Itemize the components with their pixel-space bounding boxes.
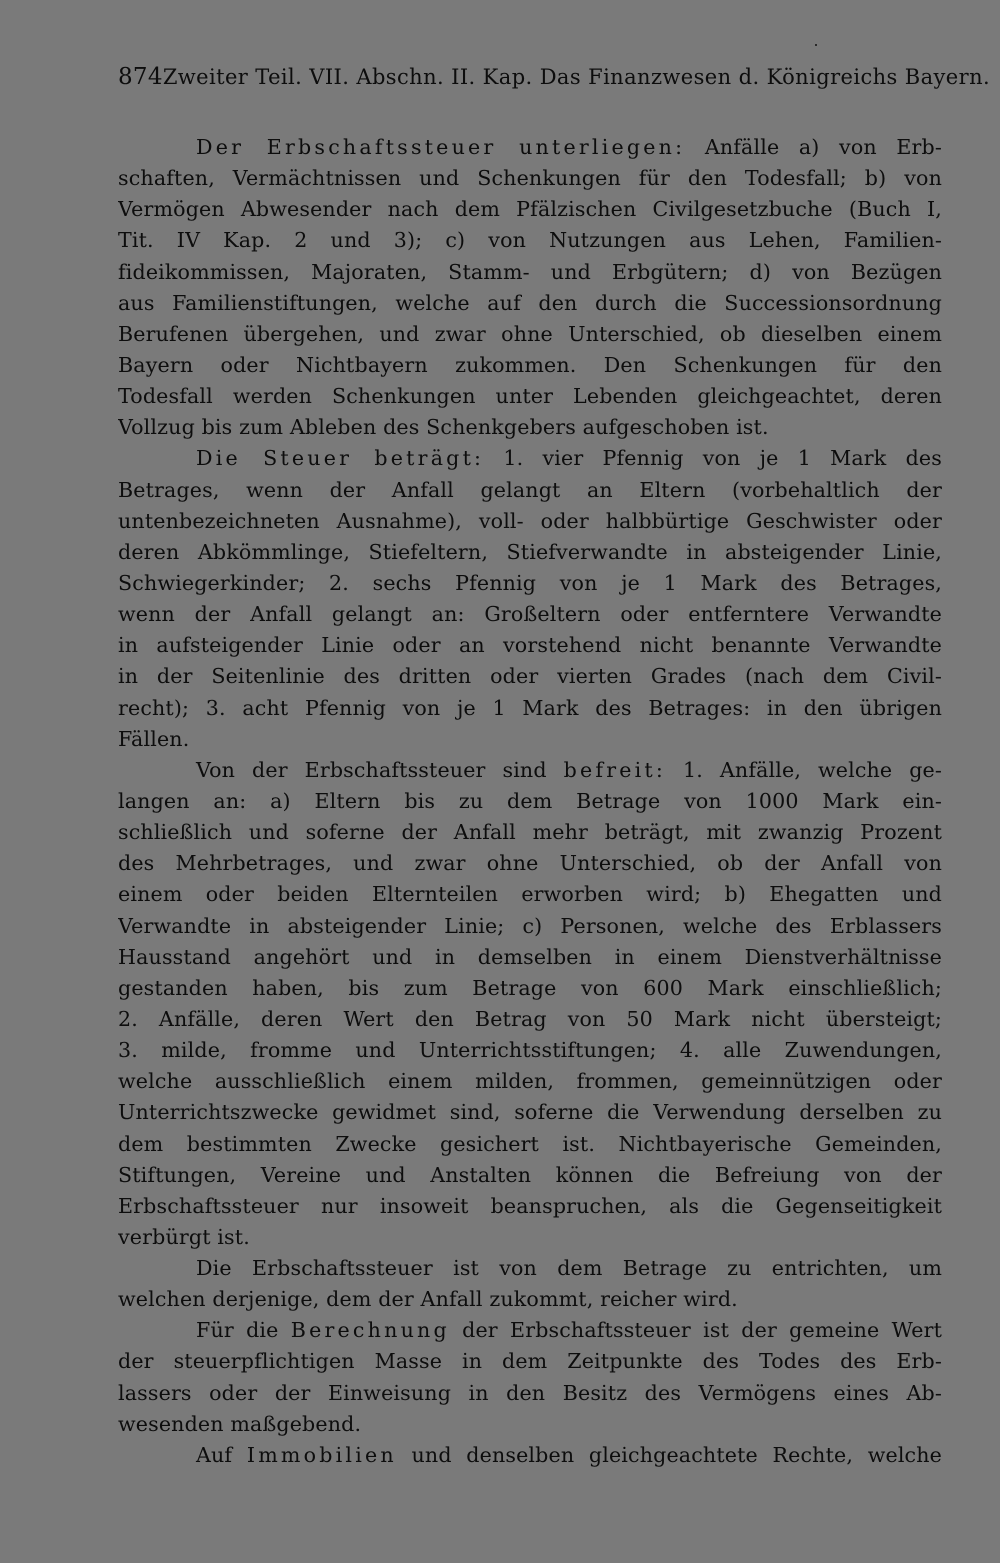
text-line: welche ausschließlich einem milden, frommen, gemeinnützigen oder [118,1069,942,1094]
text-line: aus Familienstiftungen, welche auf den durch die Successionsordnung [118,290,942,315]
text-line: Todesfall werden Schenkungen unter Lebenden gleichgeachtet, deren [118,384,942,409]
text-line: Verwandte in absteigender Linie; c) Personen, welche des Erblassers [118,913,942,938]
text-line: verbürgt ist. [118,1224,250,1249]
text-line: Bayern oder Nichtbayern zukommen. Den Schenkungen für den [118,352,942,377]
text-line: lassers oder der Einweisung in den Besitz des Vermögens eines Ab- [118,1380,942,1405]
text-line: in der Seitenlinie des dritten oder vierten Grades (nach dem Civil- [118,664,942,689]
text-line: Der Erbschaftssteuer unterliegen: Anfälle a) von Erb- [196,135,942,159]
text-line: Die Steuer beträgt: 1. vier Pfennig von je 1 Mark des [196,446,942,471]
text-line: einem oder beiden Elternteilen erworben wird; b) Ehegatten und [118,882,942,907]
scan-speck [815,44,817,46]
text-line: Unterrichtszwecke gewidmet sind, soferne die Verwendung derselben zu [118,1100,942,1125]
text-line: in aufsteigender Linie oder an vorstehend nicht benannte Verwandte [118,633,942,658]
page-header [118,64,991,104]
running-title: Zweiter Teil. VII. Abschn. II. Kap. Das Finanzwesen d. Königreichs Bayern. [162,65,991,89]
text-line: recht); 3. acht Pfennig von je 1 Mark des Betrages: in den übrigen [118,695,942,720]
text-line: 3. milde, fromme und Unterrichtsstiftungen; 4. alle Zuwendungen, [118,1038,942,1063]
text-line: wesenden maßgebend. [118,1411,362,1436]
text-line: gestanden haben, bis zum Betrage von 600 Mark einschließlich; [118,975,942,1000]
emphasized-phrase: Die Steuer beträgt: [196,446,485,471]
text-line: fideikommissen, Majoraten, Stamm- und Erbgütern; d) von Bezügen [118,259,942,284]
text-line: Betrages, wenn der Anfall gelangt an Eltern (vorbehaltlich der [118,477,942,502]
text-line: Hausstand angehört und in demselben in einem Dienstverhältnisse [118,944,942,969]
emphasized-phrase: Immobilien [246,1442,397,1467]
text-line: untenbezeichneten Ausnahme), voll- oder halbbürtige Geschwister oder [118,508,942,533]
text-line: Schwiegerkinder; 2. sechs Pfennig von je 1 Mark des Betrages, [118,570,942,595]
emphasized-phrase: Berechnung [290,1318,450,1343]
text-line: Vollzug bis zum Ableben des Schenkgebers aufgeschoben ist. [118,415,769,440]
page-body [118,132,942,1471]
text-line: der steuerpflichtigen Masse in dem Zeitpunkte des Todes des Erb- [118,1349,942,1374]
text-line: Die Erbschaftssteuer ist von dem Betrage zu entrichten, um [196,1256,942,1281]
page-number: 874 [118,64,163,90]
text-line: schaften, Vermächtnissen und Schenkungen für den Todesfall; b) von [118,166,942,191]
text-line: welchen derjenige, dem der Anfall zukommt, reicher wird. [118,1287,738,1312]
text-line: Fällen. [118,726,190,751]
text-line: deren Abkömmlinge, Stiefeltern, Stiefverwandte in absteigender Linie, [118,539,942,564]
text-line: langen an: a) Eltern bis zu dem Betrage von 1000 Mark ein- [118,788,942,813]
text-line: Erbschaftssteuer nur insoweit beanspruchen, als die Gegenseitigkeit [118,1193,942,1218]
emphasized-phrase: befreit: [563,757,667,782]
text-line: Für die Berechnung der Erbschaftssteuer ist der gemeine Wert [196,1318,942,1343]
text-line: Tit. IV Kap. 2 und 3); c) von Nutzungen aus Lehen, Familien- [118,228,942,253]
text-line: Auf Immobilien und denselben gleichgeachtete Rechte, welche [196,1442,942,1467]
text-line: Berufenen übergehen, und zwar ohne Unterschied, ob dieselben einem [118,321,942,346]
text-line: Vermögen Abwesender nach dem Pfälzischen Civilgesetzbuche (Buch I, [118,197,942,222]
text-line: Von der Erbschaftssteuer sind befreit: 1. Anfälle, welche ge- [196,757,942,782]
text-line: Stiftungen, Vereine und Anstalten können die Befreiung von der [118,1162,942,1187]
text-line: des Mehrbetrages, und zwar ohne Unterschied, ob der Anfall von [118,851,942,876]
text-line: schließlich und soferne der Anfall mehr beträgt, mit zwanzig Prozent [118,820,942,845]
text-line: dem bestimmten Zwecke gesichert ist. Nichtbayerische Gemeinden, [118,1131,942,1156]
emphasized-phrase: Der Erbschaftssteuer unterliegen: [196,135,686,159]
text-line: wenn der Anfall gelangt an: Großeltern oder entferntere Verwandte [118,602,942,627]
book-page [118,64,991,1471]
text-line: 2. Anfälle, deren Wert den Betrag von 50 Mark nicht übersteigt; [118,1006,942,1031]
